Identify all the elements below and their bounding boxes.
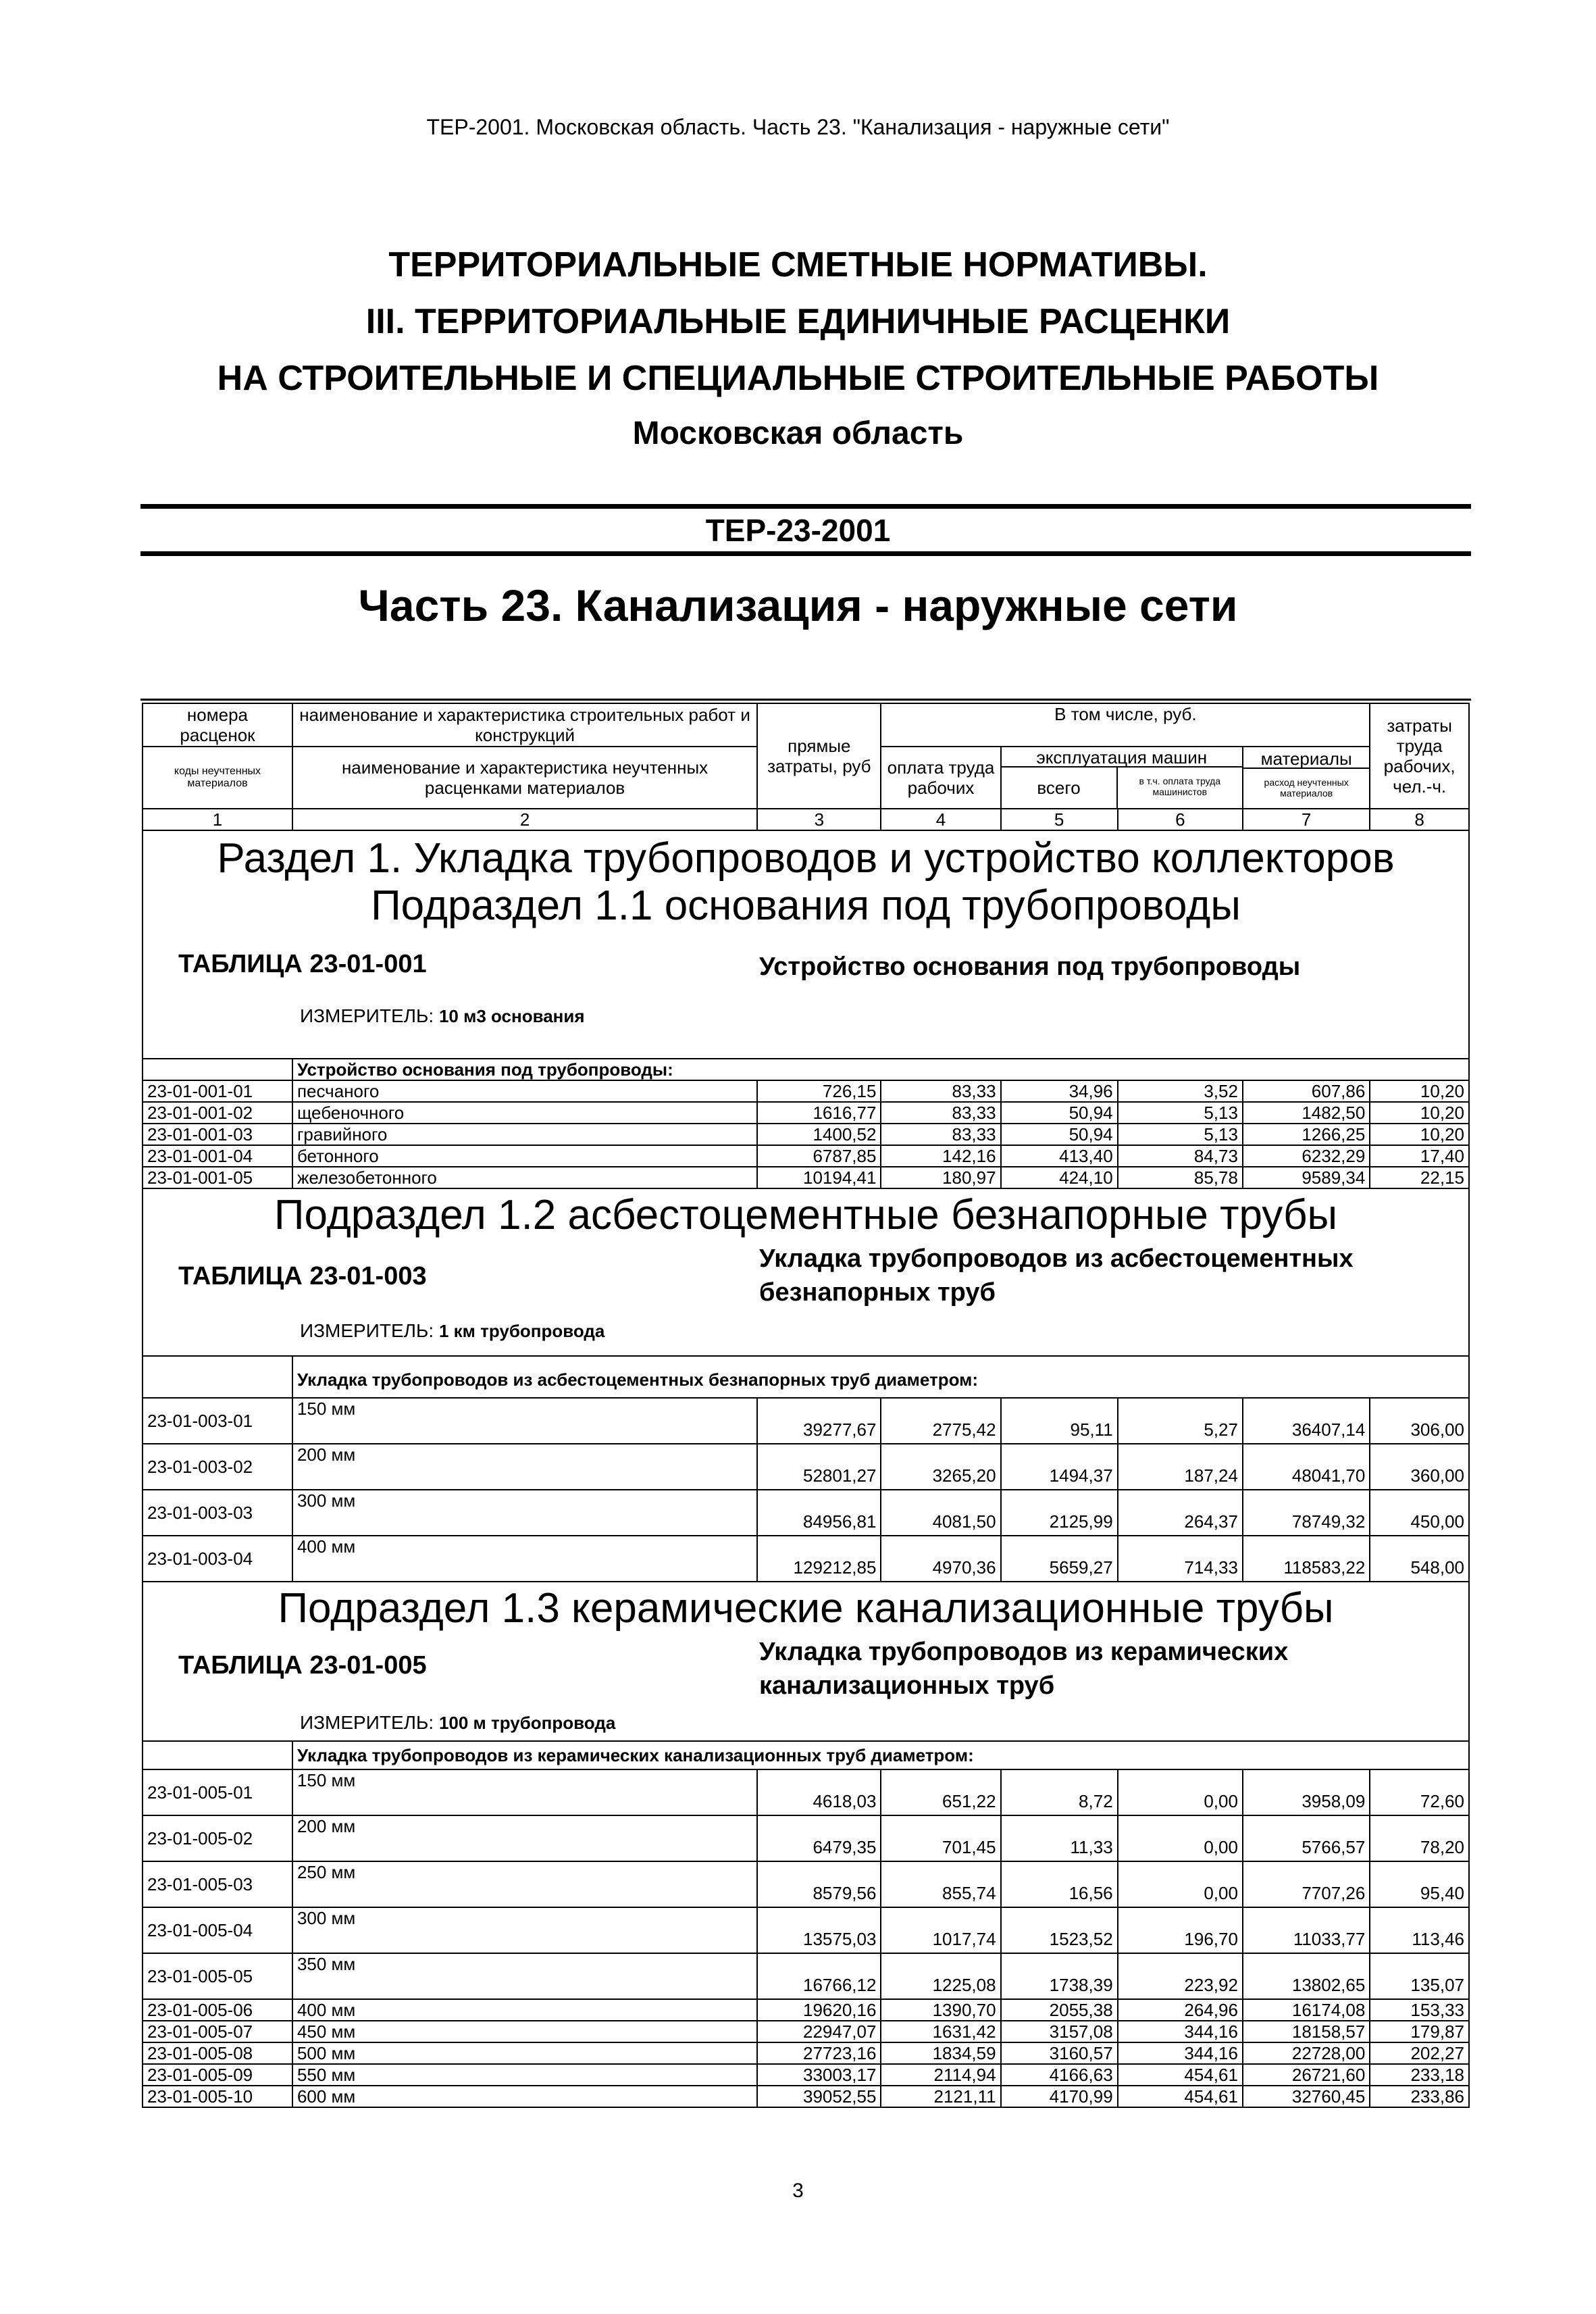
materials-cost: 78749,32 [1243,1490,1370,1536]
labor-pay: 83,33 [881,1102,1000,1124]
title-line-1: ТЕРРИТОРИАЛЬНЫЕ СМЕТНЫЕ НОРМАТИВЫ. [388,245,1208,284]
table-row [143,2042,1469,2064]
rate-code: 23-01-001-05 [143,1167,292,1188]
header-labor-pay: оплата труда рабочих [881,747,1000,809]
machines-total: 16,56 [1001,1861,1118,1907]
header-machines [1001,747,1243,809]
table-row [143,1145,1469,1167]
rate-name: 200 мм [292,1444,757,1490]
header-direct-costs: прямые затраты, руб [757,703,881,809]
labor-pay: 3265,20 [881,1444,1000,1490]
machinist-pay: 5,27 [1118,1398,1243,1444]
machines-total: 1494,37 [1001,1444,1118,1490]
rate-name: 300 мм [292,1907,757,1953]
title-line-3: НА СТРОИТЕЛЬНЫЕ И СПЕЦИАЛЬНЫЕ СТРОИТЕЛЬНЫЕ РАБОТЫ [217,359,1379,398]
rate-code: 23-01-005-10 [143,2086,292,2107]
table-row [143,2021,1469,2042]
document-code: ТЕР-23-2001 [705,513,891,548]
rate-name: 400 мм [292,1999,757,2021]
subsection-title: Подраздел 1.2 асбестоцементные безнапорные трубы [274,1192,1338,1238]
labor-hours: 17,40 [1370,1145,1469,1167]
rate-code: 23-01-005-06 [143,1999,292,2021]
materials-cost: 18158,57 [1243,2021,1370,2042]
labor-hours: 306,00 [1370,1398,1469,1444]
labor-pay: 1834,59 [881,2042,1000,2064]
header-work-name: наименование и характеристика строительных работ и конструкций [292,703,757,747]
rate-name: 150 мм [292,1398,757,1444]
table-row [143,1815,1469,1861]
labor-pay: 180,97 [881,1167,1000,1188]
rate-name: 300 мм [292,1490,757,1536]
rate-name: 150 мм [292,1769,757,1815]
measure-label: ИЗМЕРИТЕЛЬ: [300,1712,434,1733]
rate-name: 250 мм [292,1861,757,1907]
labor-hours: 360,00 [1370,1444,1469,1490]
measure-value: 100 м трубопровода [438,1713,616,1733]
labor-hours: 113,46 [1370,1907,1469,1953]
rate-name: гравийного [292,1124,757,1145]
header-codes: номера расценок [143,703,292,747]
labor-hours: 22,15 [1370,1167,1469,1188]
machinist-pay: 5,13 [1118,1102,1243,1124]
col-number: 1 [143,809,292,830]
measure-value: 1 км трубопровода [438,1321,605,1341]
labor-hours: 10,20 [1370,1080,1469,1102]
part-title: Часть 23. Канализация - наружные сети [358,580,1238,630]
section-title: Раздел 1. Укладка трубопроводов и устройство коллекторов [217,835,1395,882]
measure-value: 10 м3 основания [438,1006,585,1026]
direct-costs: 8579,56 [757,1861,881,1907]
rate-code: 23-01-005-01 [143,1769,292,1815]
machines-total: 2055,38 [1001,1999,1118,2021]
labor-hours: 95,40 [1370,1861,1469,1907]
labor-pay: 83,33 [881,1080,1000,1102]
direct-costs: 6787,85 [757,1145,881,1167]
rate-name: бетонного [292,1145,757,1167]
machinist-pay: 264,37 [1118,1490,1243,1536]
materials-cost: 607,86 [1243,1080,1370,1102]
machines-total: 11,33 [1001,1815,1118,1861]
machinist-pay: 85,78 [1118,1167,1243,1188]
table-row [143,1444,1469,1490]
header-labor-hours: затраты труда рабочих, чел.-ч. [1370,703,1469,809]
direct-costs: 726,15 [757,1080,881,1102]
direct-costs: 19620,16 [757,1999,881,2021]
col-number: 2 [292,809,757,830]
direct-costs: 27723,16 [757,2042,881,2064]
labor-pay: 1225,08 [881,1953,1000,1999]
subsection-title: Подраздел 1.1 основания под трубопроводы [371,882,1241,929]
direct-costs: 129212,85 [757,1536,881,1582]
rate-name: 450 мм [292,2021,757,2042]
col-number: 4 [881,809,1000,830]
header-machinist-pay: в т.ч. оплата труда машинистов [1139,776,1221,797]
machines-total: 3160,57 [1001,2042,1118,2064]
table-description: Устройство основания под трубопроводы [759,953,1301,981]
labor-hours: 72,60 [1370,1769,1469,1815]
machines-total: 413,40 [1001,1145,1118,1167]
table-description-line-2: безнапорных труб [759,1278,996,1307]
rate-code: 23-01-005-07 [143,2021,292,2042]
rates-table [142,703,1470,2108]
materials-cost: 3958,09 [1243,1769,1370,1815]
labor-hours: 450,00 [1370,1490,1469,1536]
table-row [143,1953,1469,1999]
machinist-pay: 0,00 [1118,1861,1243,1907]
machinist-pay: 187,24 [1118,1444,1243,1490]
table-label: ТАБЛИЦА 23-01-001 [178,950,427,978]
table-row [143,2064,1469,2086]
direct-costs: 1400,52 [757,1124,881,1145]
materials-cost: 1266,25 [1243,1124,1370,1145]
table-row [143,1102,1469,1124]
materials-cost: 22728,00 [1243,2042,1370,2064]
measure-label: ИЗМЕРИТЕЛЬ: [300,1320,434,1341]
title-line-2: III. ТЕРРИТОРИАЛЬНЫЕ ЕДИНИЧНЫЕ РАСЦЕНКИ [365,302,1231,341]
rate-name: 500 мм [292,2042,757,2064]
section1-block [143,830,1469,1059]
table-row [143,1490,1469,1536]
rate-code: 23-01-003-01 [143,1398,292,1444]
materials-cost: 13802,65 [1243,1953,1370,1999]
section3-block [143,1582,1469,1741]
table-description-line-2: канализационных труб [759,1671,1055,1700]
materials-cost: 48041,70 [1243,1444,1370,1490]
materials-cost: 36407,14 [1243,1398,1370,1444]
table-top-rule [140,699,1471,701]
machinist-pay: 0,00 [1118,1769,1243,1815]
direct-costs: 10194,41 [757,1167,881,1188]
col-number: 8 [1370,809,1469,830]
machinist-pay: 714,33 [1118,1536,1243,1582]
labor-pay: 1390,70 [881,1999,1000,2021]
materials-cost: 118583,22 [1243,1536,1370,1582]
rate-code: 23-01-005-09 [143,2064,292,2086]
rate-name: песчаного [292,1080,757,1102]
header-material-codes: коды неучтенных материалов [143,747,292,809]
table-row [143,1536,1469,1582]
materials-cost: 1482,50 [1243,1102,1370,1124]
subsection-title: Подраздел 1.3 керамические канализационные трубы [278,1585,1334,1632]
header-numbers-row [143,809,1469,830]
labor-hours: 233,86 [1370,2086,1469,2107]
materials-cost: 26721,60 [1243,2064,1370,2086]
direct-costs: 16766,12 [757,1953,881,1999]
labor-pay: 2114,94 [881,2064,1000,2086]
labor-hours: 548,00 [1370,1536,1469,1582]
header-machines-total: всего [1002,768,1118,808]
materials-cost: 11033,77 [1243,1907,1370,1953]
machines-total: 5659,27 [1001,1536,1118,1582]
machinist-pay: 344,16 [1118,2021,1243,2042]
rate-code: 23-01-005-04 [143,1907,292,1953]
machinist-pay: 0,00 [1118,1815,1243,1861]
labor-hours: 10,20 [1370,1102,1469,1124]
machinist-pay: 196,70 [1118,1907,1243,1953]
header-material-consumption: расход неучтенных материалов [1264,777,1349,799]
labor-pay: 2775,42 [881,1398,1000,1444]
labor-pay: 4081,50 [881,1490,1000,1536]
direct-costs: 39052,55 [757,2086,881,2107]
machines-total: 8,72 [1001,1769,1118,1815]
machinist-pay: 264,96 [1118,1999,1243,2021]
labor-pay: 1017,74 [881,1907,1000,1953]
rate-code: 23-01-003-04 [143,1536,292,1582]
labor-hours: 202,27 [1370,2042,1469,2064]
group-title-row [143,1741,1469,1769]
rate-code: 23-01-005-08 [143,2042,292,2064]
col-number: 6 [1118,809,1243,830]
rate-code: 23-01-003-02 [143,1444,292,1490]
rate-code: 23-01-001-01 [143,1080,292,1102]
rate-code: 23-01-003-03 [143,1490,292,1536]
direct-costs: 52801,27 [757,1444,881,1490]
table-row [143,1769,1469,1815]
header-row-1 [143,703,1469,747]
rate-name: 600 мм [292,2086,757,2107]
machines-total: 50,94 [1001,1102,1118,1124]
machinist-pay: 454,61 [1118,2064,1243,2086]
rate-name: 350 мм [292,1953,757,1999]
rate-name: 400 мм [292,1536,757,1582]
rate-code: 23-01-001-04 [143,1145,292,1167]
measure-line [300,1712,1464,1734]
materials-cost: 6232,29 [1243,1145,1370,1167]
rate-code: 23-01-005-03 [143,1861,292,1907]
rate-name: щебеночного [292,1102,757,1124]
page-number: 3 [792,2180,804,2202]
table-description-line-1: Укладка трубопроводов из асбестоцементных [759,1244,1354,1273]
materials-cost: 5766,57 [1243,1815,1370,1861]
labor-pay: 83,33 [881,1124,1000,1145]
rate-code: 23-01-001-02 [143,1102,292,1124]
machines-total: 4166,63 [1001,2064,1118,2086]
table-row [143,1999,1469,2021]
machinist-pay: 5,13 [1118,1124,1243,1145]
labor-pay: 142,16 [881,1145,1000,1167]
rate-name: 550 мм [292,2064,757,2086]
group-title: Укладка трубопроводов из асбестоцементных безнапорных труб диаметром: [292,1356,1469,1398]
rate-name: 200 мм [292,1815,757,1861]
rule-top [140,504,1471,509]
table-row [143,2086,1469,2107]
labor-pay: 4970,36 [881,1536,1000,1582]
rate-code: 23-01-005-02 [143,1815,292,1861]
machines-total: 95,11 [1001,1398,1118,1444]
direct-costs: 6479,35 [757,1815,881,1861]
title-region: Московская область [632,416,964,451]
table-label: ТАБЛИЦА 23-01-003 [178,1262,427,1290]
labor-pay: 701,45 [881,1815,1000,1861]
direct-costs: 33003,17 [757,2064,881,2086]
measure-line [300,1320,1464,1342]
table-description-line-1: Укладка трубопроводов из керамических [759,1638,1289,1666]
labor-hours: 153,33 [1370,1999,1469,2021]
table-row [143,1861,1469,1907]
header-materials-title: материалы [1243,749,1369,769]
header-including: В том числе, руб. [881,703,1370,747]
direct-costs: 1616,77 [757,1102,881,1124]
rate-name: железобетонного [292,1167,757,1188]
group-title-row [143,1356,1469,1398]
direct-costs: 4618,03 [757,1769,881,1815]
machinist-pay: 223,92 [1118,1953,1243,1999]
header-machines-title: эксплуатация машин [1002,747,1242,768]
table-row [143,1124,1469,1145]
machinist-pay: 454,61 [1118,2086,1243,2107]
table-row [143,1907,1469,1953]
col-number: 3 [757,809,881,830]
labor-pay: 651,22 [881,1769,1000,1815]
machines-total: 2125,99 [1001,1490,1118,1536]
machines-total: 424,10 [1001,1167,1118,1188]
running-header: ТЕР-2001. Московская область. Часть 23. "Канализация - наружные сети" [426,115,1170,139]
direct-costs: 13575,03 [757,1907,881,1953]
direct-costs: 22947,07 [757,2021,881,2042]
labor-hours: 78,20 [1370,1815,1469,1861]
labor-hours: 135,07 [1370,1953,1469,1999]
labor-hours: 179,87 [1370,2021,1469,2042]
materials-cost: 32760,45 [1243,2086,1370,2107]
group-title-row [143,1059,1469,1080]
machinist-pay: 344,16 [1118,2042,1243,2064]
materials-cost: 7707,26 [1243,1861,1370,1907]
direct-costs: 39277,67 [757,1398,881,1444]
machines-total: 4170,99 [1001,2086,1118,2107]
materials-cost: 16174,08 [1243,1999,1370,2021]
materials-cost: 9589,34 [1243,1167,1370,1188]
group-title: Укладка трубопроводов из керамических канализационных труб диаметром: [292,1741,1469,1769]
table-label: ТАБЛИЦА 23-01-005 [178,1651,427,1680]
group-title: Устройство основания под трубопроводы: [292,1059,1469,1080]
machinist-pay: 3,52 [1118,1080,1243,1102]
section2-block [143,1188,1469,1356]
col-number: 7 [1243,809,1370,830]
table-row [143,1398,1469,1444]
header-material-name: наименование и характеристика неучтенных расценками материалов [292,747,757,809]
labor-pay: 2121,11 [881,2086,1000,2107]
labor-pay: 855,74 [881,1861,1000,1907]
machines-total: 3157,08 [1001,2021,1118,2042]
col-number: 5 [1001,809,1118,830]
labor-pay: 1631,42 [881,2021,1000,2042]
machinist-pay: 84,73 [1118,1145,1243,1167]
machines-total: 50,94 [1001,1124,1118,1145]
rate-code: 23-01-005-05 [143,1953,292,1999]
machines-total: 34,96 [1001,1080,1118,1102]
rule-bottom [140,551,1471,556]
labor-hours: 233,18 [1370,2064,1469,2086]
machines-total: 1523,52 [1001,1907,1118,1953]
rate-code: 23-01-001-03 [143,1124,292,1145]
header-materials [1243,747,1370,809]
table-row [143,1080,1469,1102]
table-row [143,1167,1469,1188]
labor-hours: 10,20 [1370,1124,1469,1145]
measure-line [300,1005,1464,1027]
direct-costs: 84956,81 [757,1490,881,1536]
machines-total: 1738,39 [1001,1953,1118,1999]
measure-label: ИЗМЕРИТЕЛЬ: [300,1005,434,1026]
